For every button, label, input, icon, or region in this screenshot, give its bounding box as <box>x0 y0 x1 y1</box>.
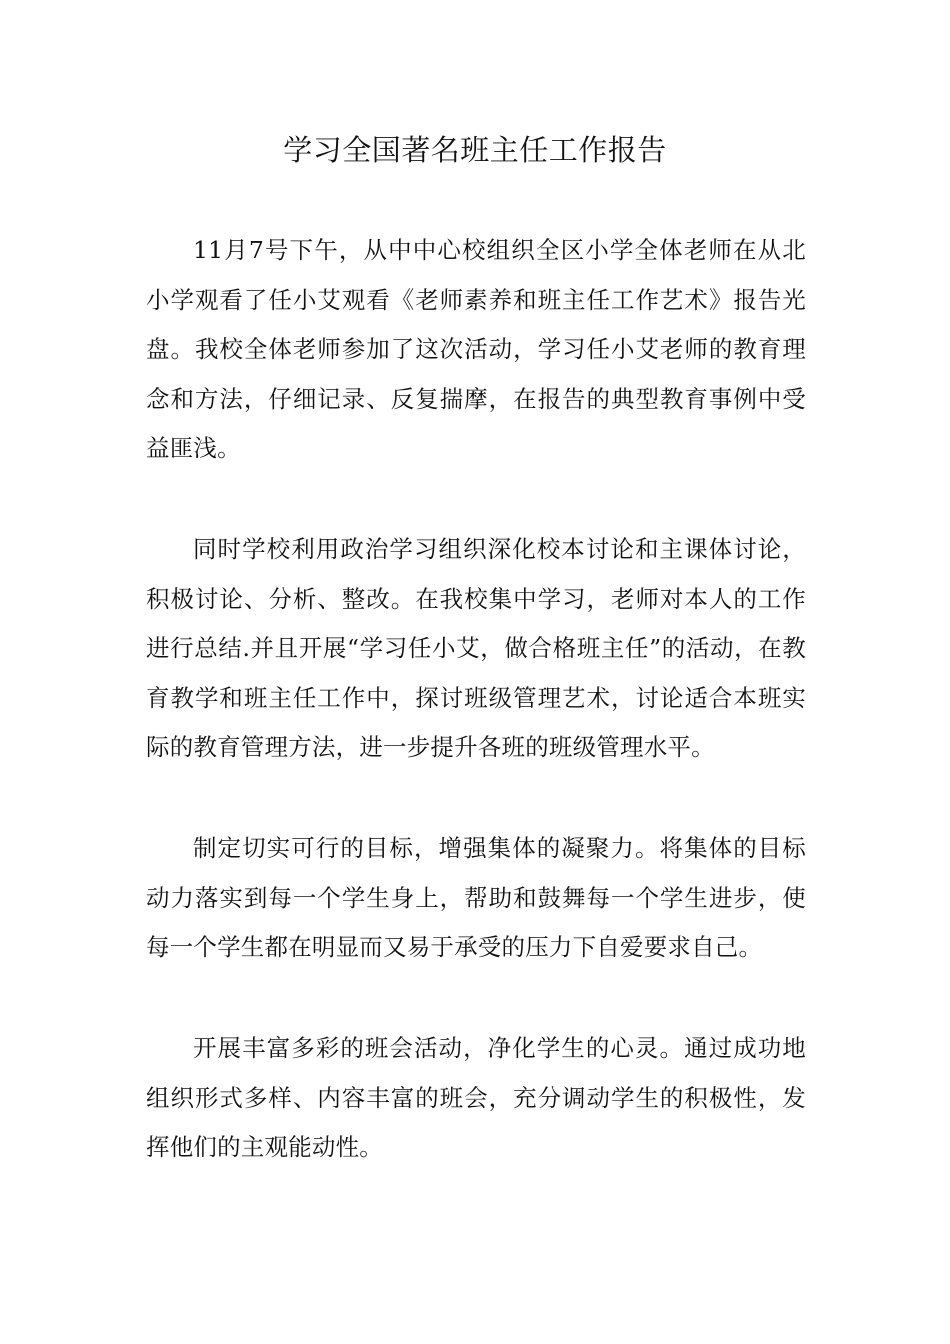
paragraph-4: 开展丰富多彩的班会活动，净化学生的心灵。通过成功地组织形式多样、内容丰富的班会，充分调动学生的积极性，发挥他们的主观能动性。 <box>146 1034 806 1161</box>
paragraph-2: 同时学校利用政治学习组织深化校本讨论和主课体讨论，积极讨论、分析、整改。在我校集中学习，老师对本人的工作进行总结.并且开展“学习任小艾，做合格班主任”的活动，在教育教学和班主任工作中，探讨班级管理艺术，讨论适合本班实际的教育管理方法，进一步提升各班的班级管理水平。 <box>146 535 806 761</box>
paragraph-1: 11月7号下午，从中中心校组织全区小学全体老师在从北小学观看了任小艾观看《老师素养和班主任工作艺术》报告光盘。我校全体老师参加了这次活动，学习任小艾老师的教育理念和方法，仔细记录、反复揣摩，在报告的典型教育事例中受益匪浅。 <box>146 236 806 462</box>
paragraph-3: 制定切实可行的目标，增强集体的凝聚力。将集体的目标动力落实到每一个学生身上，帮助和鼓舞每一个学生进步，使每一个学生都在明显而又易于承受的压力下自爱要求自己。 <box>146 834 806 961</box>
document-title: 学习全国著名班主任工作报告 <box>283 133 667 167</box>
